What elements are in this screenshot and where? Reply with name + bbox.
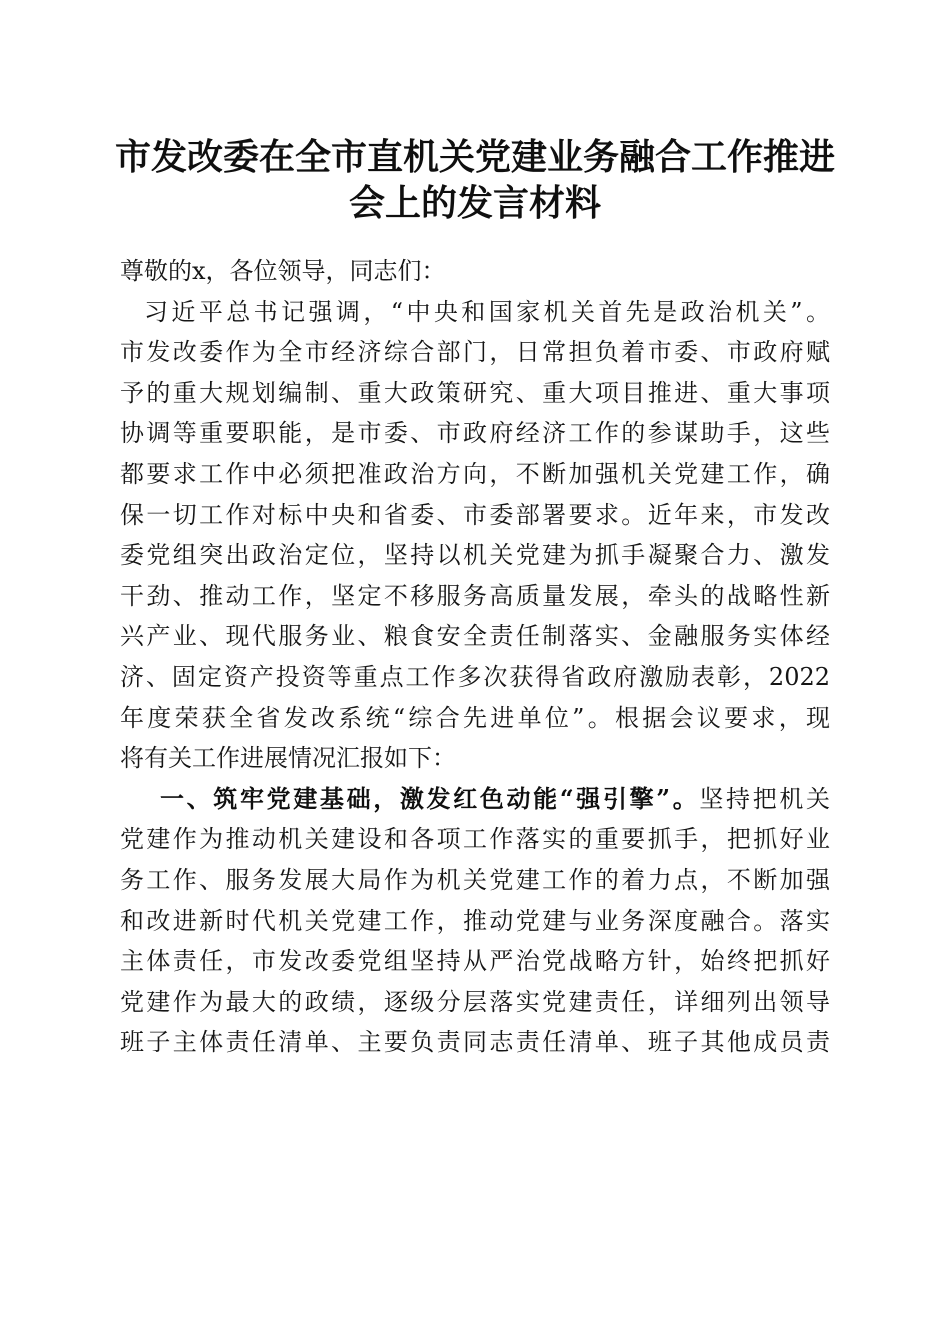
paragraph-line: 济、固定资产投资等重点工作多次获得省政府激励表彰，2022 <box>120 662 830 691</box>
paragraph-line: 保一切工作对标中央和省委、市委部署要求。近年来，市发改 <box>120 500 830 529</box>
paragraph-line: 习近平总书记强调，“中央和国家机关首先是政治机关”。 <box>144 297 830 326</box>
title-line-1: 市发改委在全市直机关党建业务融合工作推进 <box>114 136 835 178</box>
title-line-2: 会上的发言材料 <box>348 182 601 224</box>
paragraph-line: 务工作、服务发展大局作为机关党建工作的着力点，不断加强 <box>120 865 830 894</box>
paragraph-line: 予的重大规划编制、重大政策研究、重大项目推进、重大事项 <box>120 378 830 407</box>
paragraph-line: 党建作为最大的政绩，逐级分层落实党建责任，详细列出领导 <box>120 987 830 1016</box>
paragraph-line: 市发改委作为全市经济综合部门，日常担负着市委、市政府赋 <box>120 338 830 367</box>
paragraph-line: 兴产业、现代服务业、粮食安全责任制落实、金融服务实体经 <box>120 622 830 651</box>
paragraph-line: 年度荣获全省发改系统“综合先进单位”。根据会议要求，现 <box>120 703 830 732</box>
paragraph-line: 党建作为推动机关建设和各项工作落实的重要抓手，把抓好业 <box>120 825 830 854</box>
section-heading-rest: 坚持把机关 <box>699 784 830 813</box>
section-heading: 一、筑牢党建基础，激发红色动能“强引擎”。 <box>160 783 700 813</box>
paragraph-line: 委党组突出政治定位，坚持以机关党建为抓手凝聚合力、激发 <box>120 541 830 570</box>
paragraph-line: 都要求工作中必须把准政治方向，不断加强机关党建工作，确 <box>120 459 830 488</box>
paragraph-line: 和改进新时代机关党建工作，推动党建与业务深度融合。落实 <box>120 906 830 935</box>
paragraph-line: 协调等重要职能，是市委、市政府经济工作的参谋助手，这些 <box>120 419 830 448</box>
salutation: 尊敬的x，各位领导，同志们： <box>120 257 446 285</box>
paragraph-line: 干劲、推动工作，坚定不移服务高质量发展，牵头的战略性新 <box>120 581 830 610</box>
document-title <box>100 134 850 226</box>
paragraph-line: 主体责任，市发改委党组坚持从严治党战略方针，始终把抓好 <box>120 947 830 976</box>
document-body <box>120 251 830 1063</box>
paragraph-line: 班子主体责任清单、主要负责同志责任清单、班子其他成员责 <box>120 1028 830 1057</box>
section-heading-line <box>120 779 830 820</box>
paragraph-line: 将有关工作进展情况汇报如下： <box>120 744 456 773</box>
